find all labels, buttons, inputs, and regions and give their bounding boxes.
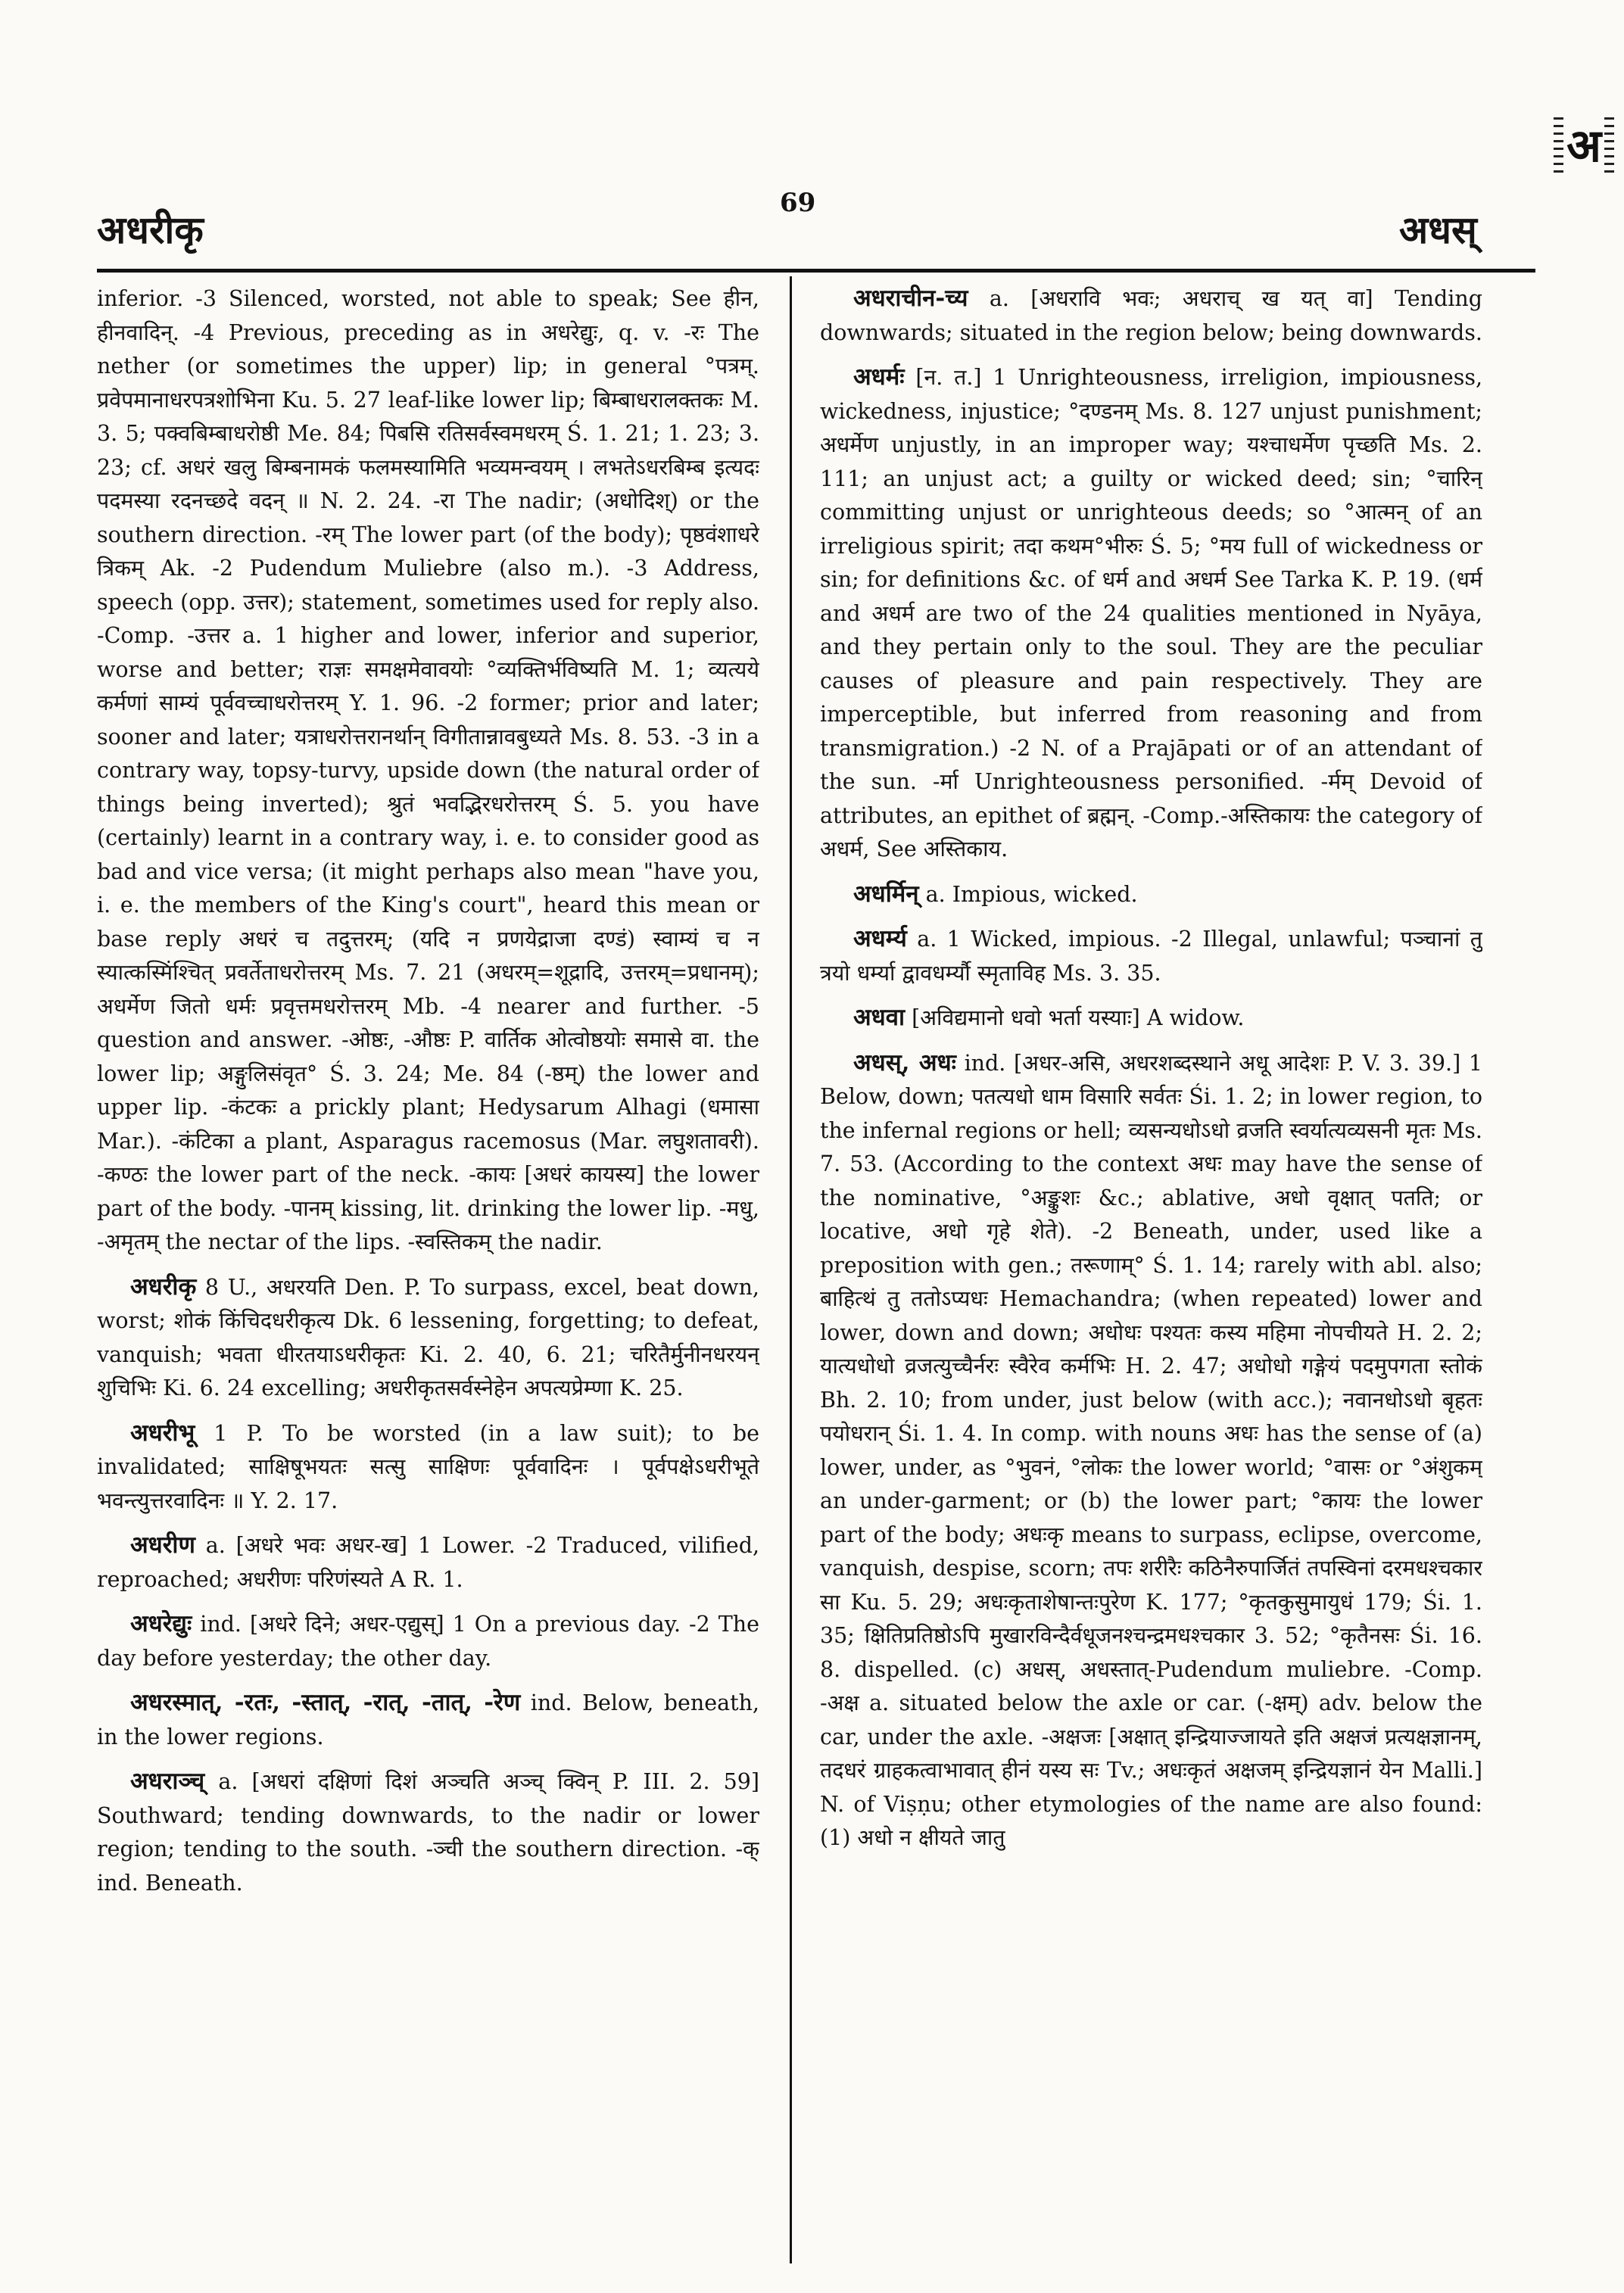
entry-headword: अधरेद्युः	[130, 1610, 192, 1637]
page-number: 69	[780, 188, 816, 218]
dictionary-entry	[820, 877, 1482, 912]
entry-text: 8 U., अधरयति Den. P. To surpass, excel, beat down, worst; शोकं किंचिदधरीकृत्य Dk. 6 lessening, forgetting; to defeat, vanquish; भवता धीरतयाऽधरीकृतः Ki. 2. 40, 6. 21; चरितैर्मुनीनधरयन् शुचिभिः Ki. 6. 24 excelling; अधरीकृतसर्वस्नेहेन अपत्यप्रेम्णा K. 25.	[97, 1274, 759, 1400]
dictionary-entry	[97, 1765, 759, 1900]
dictionary-entry	[97, 282, 759, 1260]
thumb-index-letter: अ	[1563, 113, 1604, 175]
entry-text: ind. Below, beneath, in the lower regions.	[97, 1690, 759, 1749]
running-head-right: अधस्	[1399, 207, 1477, 252]
entry-headword: अधरीण	[130, 1531, 195, 1559]
entry-headword: अधवा	[853, 1004, 906, 1031]
entry-headword: अधर्मः	[853, 363, 905, 391]
entry-headword: अधराञ्च्	[130, 1768, 205, 1795]
entry-headword: अधरस्मात्, -रतः, -स्तात्, -रात्, -तात्, -रेण	[130, 1689, 521, 1716]
entry-headword: अधस्, अधः	[853, 1048, 956, 1076]
running-head-left: अधरीकृ	[97, 207, 204, 252]
dictionary-entry	[97, 1270, 759, 1406]
header-rule	[97, 269, 1535, 273]
entry-text: [अविद्यमानो धवो भर्ता यस्याः] A widow.	[905, 1005, 1245, 1030]
dictionary-entry	[97, 1607, 759, 1675]
entry-text: a. 1 Wicked, impious. -2 Illegal, unlawful; पञ्चानां तु त्रयो धर्म्या द्वावधर्म्यौ स्मृताविह Ms. 3. 35.	[820, 927, 1482, 986]
entry-text: [न. त.] 1 Unrighteousness, irreligion, impiousness, wickedness, injustice; °दण्डनम् Ms. 8. 127 unjust punishment; अधर्मेण unjustly, in an improper way; यश्चाधर्मेण पृच्छति Ms. 2. 111; an unjust act; a guilty or wicked deed; sin; °चारिन् committing unjust or unrighteous deeds; so °आत्मन् of an irreligious spirit; तदा कथम°भीरुः Ś. 5; °मय full of wickedness or sin; for definitions &c. of धर्म and अधर्म See Tarka K. P. 19. (धर्म and अधर्म are two of the 24 qualities mentioned in Nyāya, and they pertain only to the soul. They are the peculiar causes of pleasure and pain respectively. They are imperceptible, but inferred from reasoning and from transmigration.) -2 N. of a Prajāpati or of an attendant of the sun. -र्मा Unrighteousness personified. -र्मम् Devoid of attributes, an epithet of ब्रह्मन्. -Comp.-अस्तिकायः the category of अधर्म, See अस्तिकाय.	[820, 365, 1482, 861]
dictionary-entry	[820, 282, 1482, 350]
entry-text: a. [अधरावि भवः; अधराच् ख यत् वा] Tending downwards; situated in the region below; being downwards.	[820, 286, 1482, 345]
entry-headword: अधराचीन-च्य	[853, 285, 968, 312]
entry-text: a. [अधरे भवः अधर-ख] 1 Lower. -2 Traduced, vilified, reproached; अधरीणः परिणंस्यते A R. 1.	[97, 1533, 759, 1592]
dictionary-entry	[97, 1528, 759, 1597]
dictionary-entry	[97, 1416, 759, 1519]
entry-text: inferior. -3 Silenced, worsted, not able to speak; See हीन, हीनवादिन्. -4 Previous, preceding as in अधरेद्युः, q. v. -रः The nether (or sometimes the upper) lip; in general °पत्रम्. प्रवेपमानाधरपत्रशोभिना Ku. 5. 27 leaf-like lower lip; बिम्बाधरालक्तकः M. 3. 5; पक्वबिम्बाधरोष्ठी Me. 84; पिबसि रतिसर्वस्वमधरम् Ś. 1. 21; 1. 23; 3. 23; cf. अधरं खलु बिम्बनामकं फलमस्यामिति भव्यमन्वयम् । लभतेऽधरबिम्ब इत्यदः पदमस्या रदनच्छदे वदन् ॥ N. 2. 24. -रा The nadir; (अधोदिश्) or the southern direction. -रम् The lower part (of the body); पृष्ठवंशाधरे त्रिकम् Ak. -2 Pudendum Muliebre (also m.). -3 Address, speech (opp. उत्तर); statement, sometimes used for reply also. -Comp. -उत्तर a. 1 higher and lower, inferior and superior, worse and better; राज्ञः समक्षमेवावयोः °व्यक्तिर्भविष्यति M. 1; व्यत्यये कर्मणां साम्यं पूर्ववच्चाधरोत्तरम् Y. 1. 96. -2 former; prior and later; sooner and later; यत्राधरोत्तरानर्थान् विगीतान्नावबुध्यते Ms. 8. 53. -3 in a contrary way, topsy-turvy, upside down (the natural order of things being inverted); श्रुतं भवद्भिरधरोत्तरम् Ś. 5. you have (certainly) learnt in a contrary way, i. e. to consider good as bad and vice versa; (it might perhaps also mean "have you, i. e. the members of the King's court", heard this mean or base reply अधरं च तदुत्तरम्; (यदि न प्रणयेद्राजा दण्डं) स्वाम्यं च न स्यात्कस्मिंश्चित् प्रवर्तेताधरोत्तरम् Ms. 7. 21 (अधरम्=शूद्रादि, उत्तरम्=प्रधानम्); अधर्मेण जितो धर्मः प्रवृत्तमधरोत्तरम् Mb. -4 nearer and further. -5 question and answer. -ओष्ठः, -औष्ठः P. वार्तिक ओत्वोष्ठयोः समासे वा. the lower lip; अङ्गुलिसंवृत° Ś. 3. 24; Me. 84 (-ष्ठम्) the lower and upper lip. -कंटकः a prickly plant; Hedysarum Alhagi (धमासा Mar.). -कंटिका a plant, Asparagus racemosus (Mar. लघुशतावरी). -कण्ठः the lower part of the neck. -कायः [अधरं कायस्य] the lower part of the body. -पानम् kissing, lit. drinking the lower lip. -मधु, -अमृतम् the nectar of the lips. -स्वस्तिकम् the nadir.	[97, 286, 759, 1254]
entry-text: 1 P. To be worsted (in a law suit); to be invalidated; साक्षिषूभयतः सत्सु साक्षिणः पूर्ववादिनः । पूर्वपक्षेऽधरीभूते भवन्त्युत्तरवादिनः ॥ Y. 2. 17.	[97, 1420, 759, 1513]
entry-text: a. [अधरां दक्षिणां दिशं अञ्चति अञ्च् क्विन् P. III. 2. 59] Southward; tending downwards, to the nadir or lower region; tending to the south. -ञ्ची the southern direction. -क् ind. Beneath.	[97, 1769, 759, 1896]
entry-headword: अधरीभू	[130, 1419, 195, 1447]
column-divider	[790, 276, 792, 2263]
dictionary-entry	[820, 922, 1482, 990]
left-column	[97, 282, 759, 2257]
entry-text: ind. [अधर-असि, अधरशब्दस्थाने अधू आदेशः P. V. 3. 39.] 1 Below, down; पतत्यधो धाम विसारि सर्वतः Śi. 1. 2; in lower region, to the infernal regions or hell; व्यसन्यधोऽधो व्रजति स्वर्यात्यव्यसनी मृतः Ms. 7. 53. (According to the context अधः may have the sense of the nominative, °अङ्कुशः &c.; ablative, अधो वृक्षात् पतति; or locative, अधो गृहे शेते). -2 Beneath, under, used like a preposition with gen.; तरूणाम्° Ś. 1. 14; rarely with abl. also; बाहित्थं तु ततोऽप्यधः Hemachandra; (when repeated) lower and lower, down and down; अधोधः पश्यतः कस्य महिमा नोपचीयते H. 2. 2; यात्यधोधो व्रजत्युच्चैर्नरः स्वैरेव कर्मभिः H. 2. 47; अधोधो गङ्गेयं पदमुपगता स्तोकं Bh. 2. 10; from under, just below (with acc.); नवानधोऽधो बृहतः पयोधरान् Śi. 1. 4. In comp. with nouns अधः has the sense of (a) lower, under, as °भुवनं, °लोकः the lower world; °वासः or °अंशुकम् an under-garment; or (b) the lower part; °कायः the lower part of the body; अधःकृ means to surpass, eclipse, overcome, vanquish, despise, scorn; तपः शरीरैः कठिनैरुपार्जितं तपस्विनां दरमधश्चकार सा Ku. 5. 29; अधःकृताशेषान्तःपुरेण K. 177; °कृतकुसुमायुधं 179; Śi. 1. 35; क्षितिप्रतिष्ठोऽपि मुखारविन्दैर्वधूजनश्चन्द्रमधश्चकार 3. 52; °कृतैनसः Śi. 16. 8. dispelled. (c) अधस्, अधस्तात्-Pudendum muliebre. -Comp. -अक्ष a. situated below the axle or car. (-क्षम्) adv. below the car, under the axle. -अक्षजः [अक्षात् इन्द्रियाज्जायते इति अक्षजं प्रत्यक्षज्ञानम्, तदधरं ग्राहकत्वाभावात् हीनं यस्य सः Tv.; अधःकृतं अक्षजम् इन्द्रियज्ञानं येन Malli.] N. of Viṣṇu; other etymologies of the name are also found: (1) अधो न क्षीयते जातु	[820, 1050, 1482, 1850]
entry-headword: अधर्मिन्	[853, 880, 919, 908]
dictionary-entry	[820, 360, 1482, 867]
dictionary-entry	[820, 1001, 1482, 1036]
entry-headword: अधर्म्य	[853, 925, 907, 952]
right-column	[820, 282, 1482, 2257]
entry-headword: अधरीकृ	[130, 1273, 197, 1301]
entry-text: ind. [अधरे दिने; अधर-एद्युस्] 1 On a previous day. -2 The day before yesterday; the other day.	[97, 1612, 759, 1671]
thumb-index-tab	[1554, 112, 1614, 176]
entry-text: a. Impious, wicked.	[918, 881, 1138, 907]
dictionary-entry	[820, 1046, 1482, 1855]
dictionary-entry	[97, 1686, 759, 1754]
